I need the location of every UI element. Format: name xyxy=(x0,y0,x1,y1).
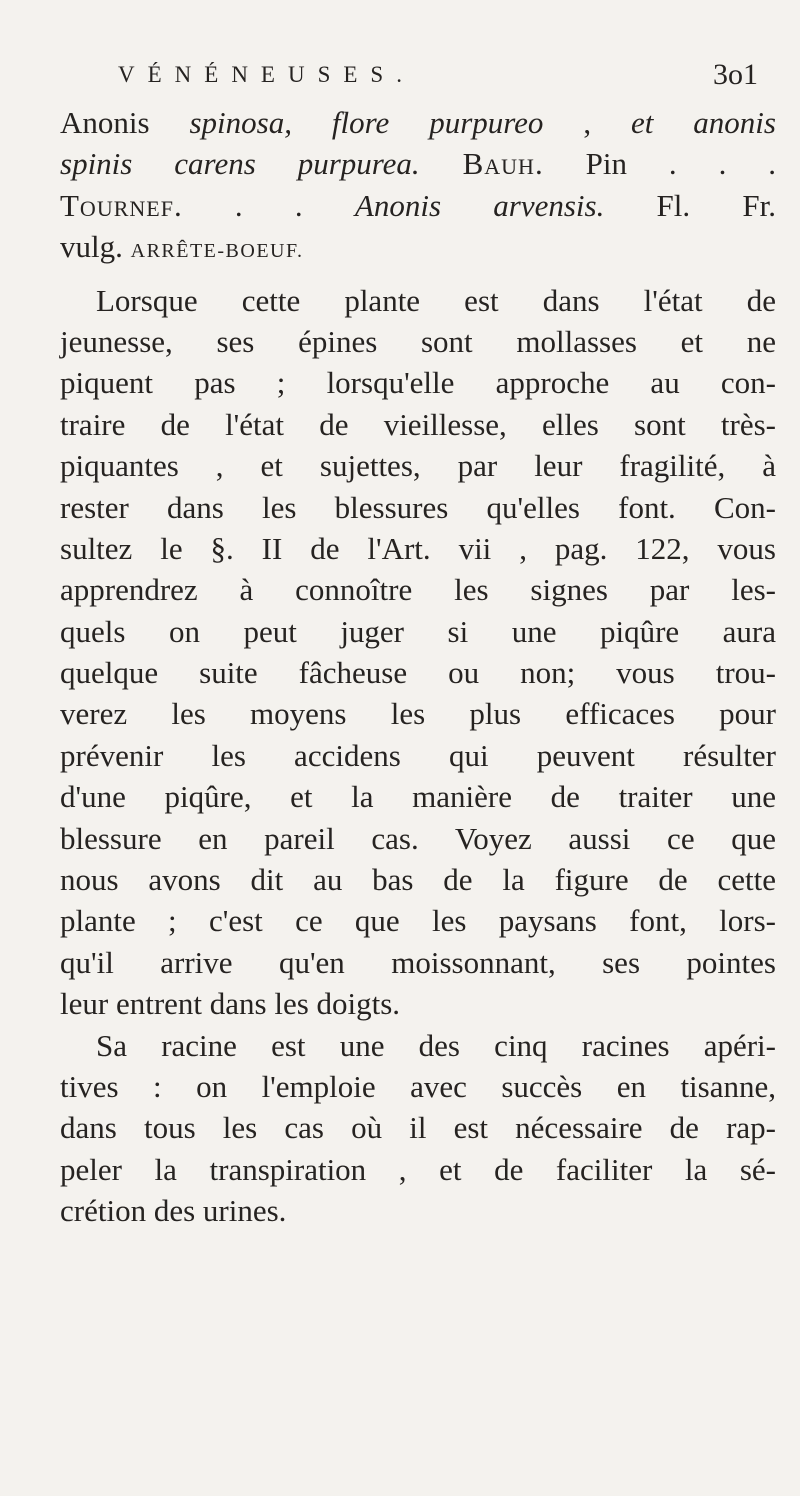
genus-name: Anonis xyxy=(60,105,190,140)
text-line: tives : on l'emploie avec succès en tisanne, xyxy=(60,1068,776,1104)
running-title: VÉNÉNEUSES. xyxy=(118,62,415,87)
text-line: Lorsque cette plante est dans l'état de xyxy=(96,282,776,318)
text-line: plante ; c'est ce que les paysans font, lors- xyxy=(60,903,776,939)
vulgar-name: ARRÊTE-BOEUF. xyxy=(130,240,304,263)
text-line: qu'il arrive qu'en moissonnant, ses pointes xyxy=(60,944,776,980)
page-number: 3o1 xyxy=(713,58,758,91)
paragraph-1 xyxy=(60,280,776,1025)
synonym-text: Anonis arvensis. xyxy=(354,187,605,223)
synonymy-line xyxy=(60,143,776,184)
text-line: traire de l'état de vieillesse, elles sont très- xyxy=(60,406,776,442)
paragraph-gap xyxy=(60,268,776,280)
text-line: blessure en pareil cas. Voyez aussi ce que xyxy=(60,820,776,856)
synonym-text: et anonis xyxy=(631,105,776,140)
synonymy-line xyxy=(60,226,776,267)
text-line: sultez le §. II de l'Art. vii , pag. 122, vous xyxy=(60,530,776,566)
text-line: quels on peut juger si une piqûre aura xyxy=(60,613,776,649)
text-line: apprendrez à connoître les signes par les- xyxy=(60,572,776,608)
text-line: piquantes , et sujettes, par leur fragilité, à xyxy=(60,448,776,484)
synonymy-line xyxy=(60,102,776,143)
text-line: piquent pas ; lorsqu'elle approche au con- xyxy=(60,365,776,401)
text-line: nous avons dit au bas de la figure de cette xyxy=(60,862,776,898)
text-line: d'une piqûre, et la manière de traiter une xyxy=(60,779,776,815)
text-line: quelque suite fâcheuse ou non; vous trou- xyxy=(60,655,776,691)
synonymy-block xyxy=(60,102,776,268)
synonymy-line xyxy=(60,185,776,226)
species-name: spinosa, flore purpureo xyxy=(189,105,544,140)
ellipsis-text: . . xyxy=(182,187,355,223)
vulgar-label: vulg. xyxy=(60,229,131,265)
author-tournefort: Tournef. xyxy=(60,187,183,223)
reference-text: Fl. Fr. xyxy=(604,187,776,223)
text-line: leur entrent dans les doigts. xyxy=(60,986,401,1022)
text-line: jeunesse, ses épines sont mollasses et ne xyxy=(60,323,776,359)
separator: , xyxy=(543,105,632,140)
text-line: rester dans les blessures qu'elles font. Con- xyxy=(60,489,776,525)
author-bauhin: Bauh. xyxy=(419,146,544,182)
paragraph-2 xyxy=(60,1025,776,1232)
text-block xyxy=(60,102,776,1232)
running-head xyxy=(118,58,758,98)
text-line: dans tous les cas où il est nécessaire de rap- xyxy=(60,1110,776,1146)
text-line: peler la transpiration , et de faciliter la sé- xyxy=(60,1151,776,1187)
synonym-text: spinis carens purpurea. xyxy=(60,146,420,182)
text-line: crétion des urines. xyxy=(60,1193,287,1229)
text-line: prévenir les accidens qui peuvent résulter xyxy=(60,737,776,773)
reference-text: Pin . . . xyxy=(543,146,776,182)
text-line: verez les moyens les plus efficaces pour xyxy=(60,696,776,732)
text-line: Sa racine est une des cinq racines apéri- xyxy=(96,1027,776,1063)
